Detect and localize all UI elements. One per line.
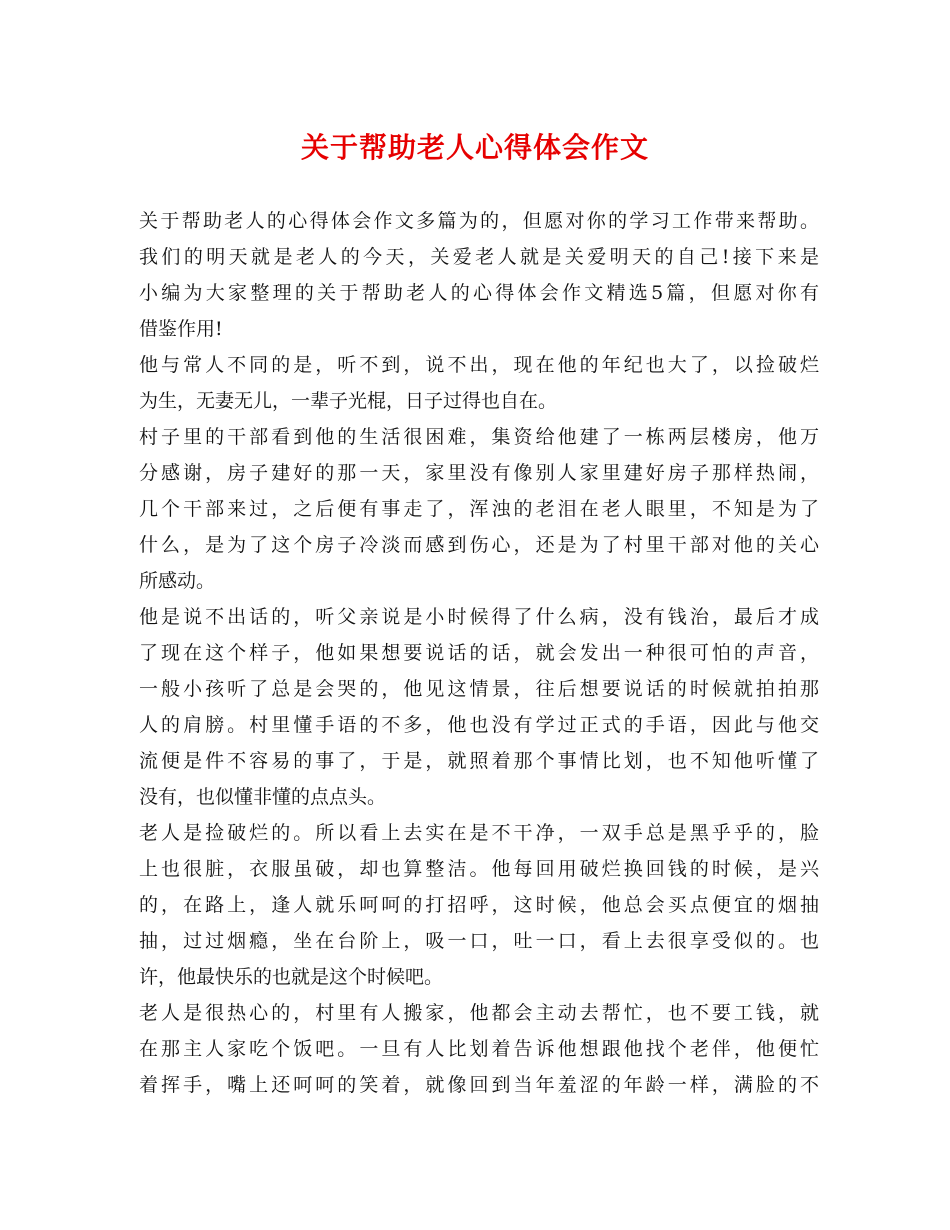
text-line: 几个干部来过，之后便有事走了，浑浊的老泪在老人眼里，不知是为了 [139,498,819,520]
document-body [139,203,819,1103]
text-line: 流便是件不容易的事了，于是，就照着那个事情比划，也不知他听懂了 [139,750,819,772]
text-line: 他是说不出话的，听父亲说是小时候得了什么病，没有钱治，最后才成 [139,606,819,628]
text-line: 抽，过过烟瘾，坐在台阶上，吸一口，吐一口，看上去很享受似的。也 [139,930,819,952]
text-line: 着挥手，嘴上还呵呵的笑着，就像回到当年羞涩的年龄一样，满脸的不 [139,1074,819,1096]
text-line: 借鉴作用! [139,318,223,340]
text-line: 的，在路上，逢人就乐呵呵的打招呼，这时候，他总会买点便宜的烟抽 [139,894,819,916]
text-line: 他与常人不同的是，听不到，说不出，现在他的年纪也大了，以捡破烂 [139,354,819,376]
text-line: 没有，也似懂非懂的点点头。 [139,786,387,808]
text-line: 上也很脏，衣服虽破，却也算整洁。他每回用破烂换回钱的时候，是兴 [139,858,819,880]
text-line: 老人是很热心的，村里有人搬家，他都会主动去帮忙，也不要工钱，就 [139,1002,819,1024]
text-line: 什么，是为了这个房子冷淡而感到伤心，还是为了村里干部对他的关心 [139,534,819,556]
text-line: 关于帮助老人的心得体会作文多篇为的，但愿对你的学习工作带来帮助。 [139,210,819,232]
text-line: 小编为大家整理的关于帮助老人的心得体会作文精选5篇，但愿对你有 [139,282,819,304]
text-line: 许，他最快乐的也就是这个时候吧。 [139,966,444,988]
text-line: 了现在这个样子，他如果想要说话的话，就会发出一种很可怕的声音， [139,642,819,664]
text-line: 村子里的干部看到他的生活很困难，集资给他建了一栋两层楼房，他万 [139,426,819,448]
text-line: 为生，无妻无儿，一辈子光棍，日子过得也自在。 [139,390,558,412]
text-line: 分感谢，房子建好的那一天，家里没有像别人家里建好房子那样热闹， [139,462,819,484]
text-line: 老人是捡破烂的。所以看上去实在是不干净，一双手总是黑乎乎的，脸 [139,822,819,844]
document-title: 关于帮助老人心得体会作文 [300,131,649,164]
text-line: 在那主人家吃个饭吧。一旦有人比划着告诉他想跟他找个老伴，他便忙 [139,1038,819,1060]
text-line: 人的肩膀。村里懂手语的不多，他也没有学过正式的手语，因此与他交 [139,714,819,736]
text-line: 我们的明天就是老人的今天，关爱老人就是关爱明天的自己!接下来是 [139,246,819,268]
text-line: 一般小孩听了总是会哭的，他见这情景，往后想要说话的时候就拍拍那 [139,678,819,700]
text-line: 所感动。 [139,570,216,592]
